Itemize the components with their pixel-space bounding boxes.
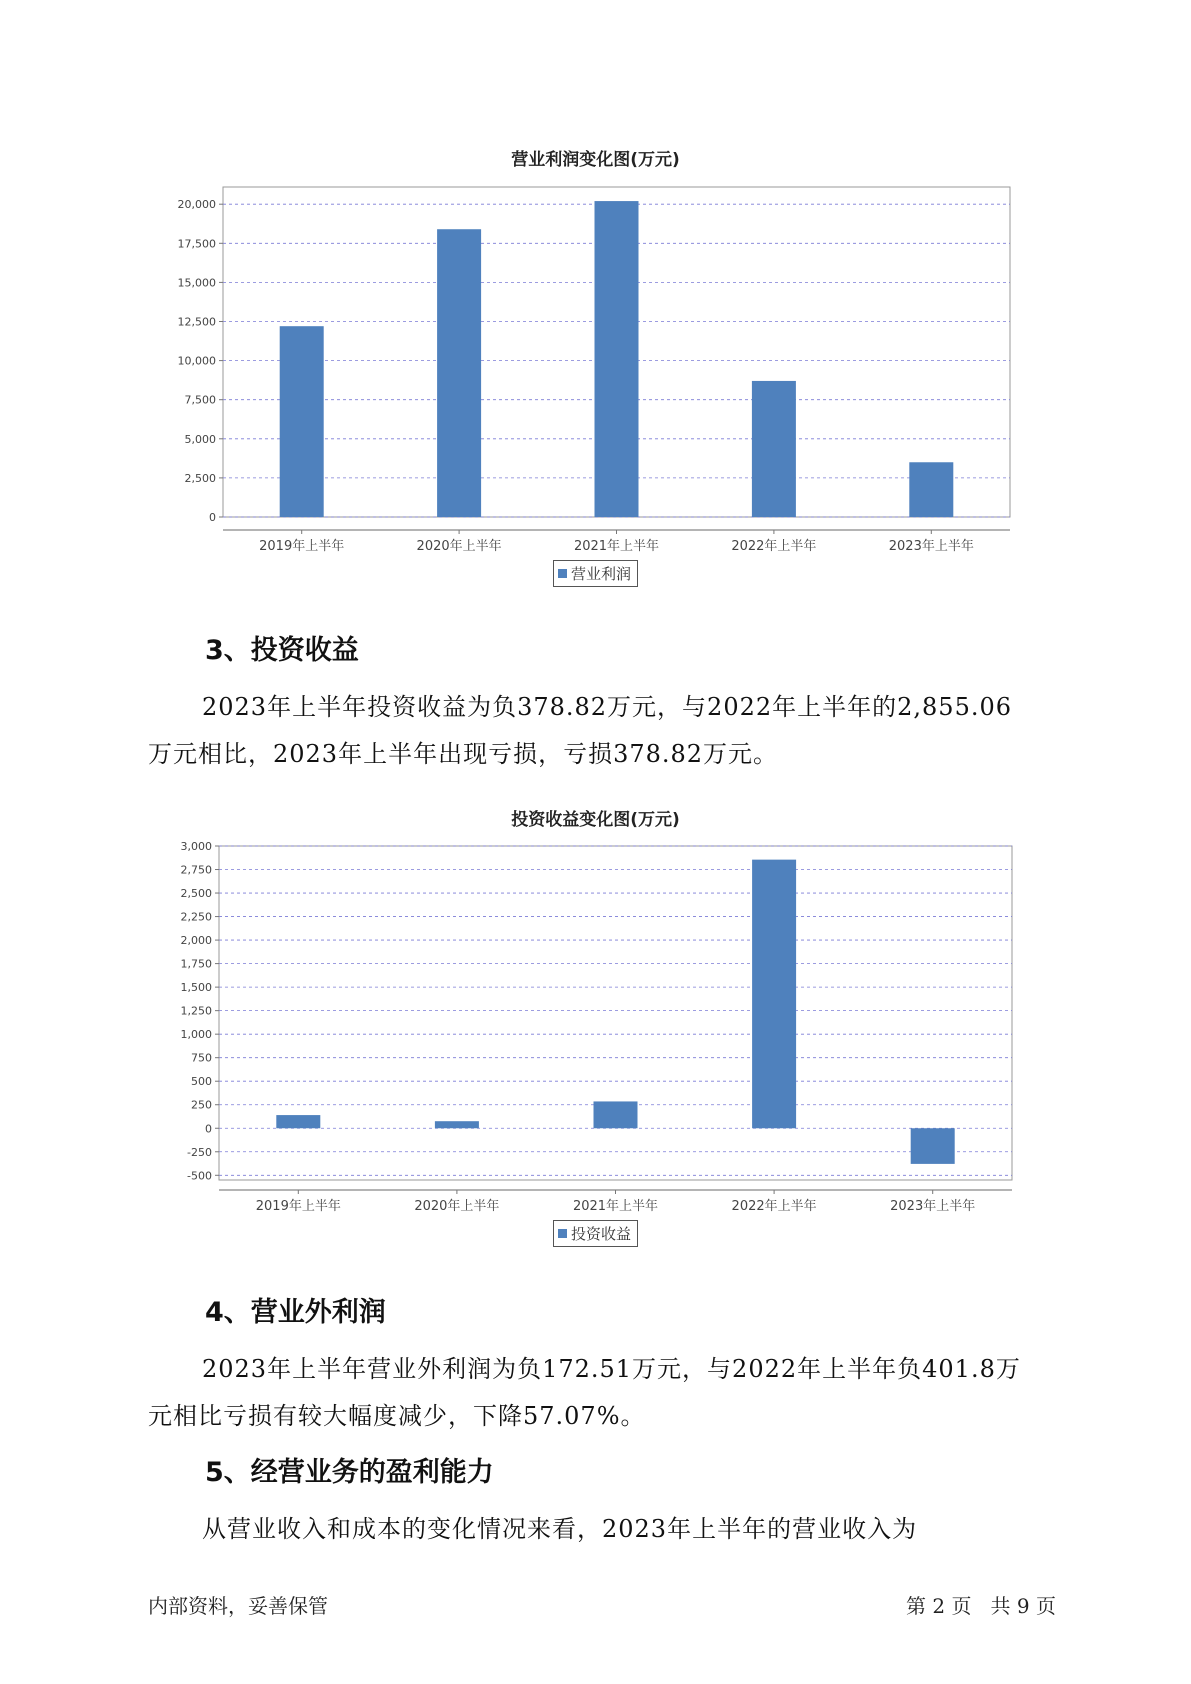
chart1-ytick-label: 7,500 xyxy=(184,393,216,407)
section-heading-investment: 3、投资收益 xyxy=(205,635,359,666)
chart1-xtick-label: 2019年上半年 xyxy=(259,539,345,554)
chart2-ytick-label: 3,000 xyxy=(180,840,212,853)
paragraph-investment-line2: 万元相比，2023年上半年出现亏损，亏损378.82万元。 xyxy=(148,740,779,768)
paragraph-investment-line1: 2023年上半年投资收益为负378.82万元，与2022年上半年的2,855.06 xyxy=(202,693,1013,721)
chart1-xtick-label: 2022年上半年 xyxy=(731,539,817,554)
chart2-ytick-label: 2,250 xyxy=(180,910,212,924)
chart2-ytick-label: 750 xyxy=(191,1051,212,1065)
chart2-plot-frame xyxy=(219,846,1012,1180)
chart2-xtick-label: 2020年上半年 xyxy=(414,1199,500,1214)
chart1-ytick-label: 15,000 xyxy=(177,276,216,290)
chart2-bar xyxy=(911,1128,955,1164)
paragraph-non-operating xyxy=(148,1346,1058,1440)
chart2-legend xyxy=(553,1220,638,1247)
chart1-ytick-label: 10,000 xyxy=(177,354,216,368)
chart2-legend-swatch xyxy=(558,1229,567,1238)
chart2-ytick-label: 0 xyxy=(205,1122,212,1136)
chart1-xtick-label: 2021年上半年 xyxy=(573,539,660,554)
chart1-xtick-label: 2020年上半年 xyxy=(416,539,502,554)
chart2-ytick-label: 2,500 xyxy=(180,887,212,901)
chart2-xtick-label: 2019年上半年 xyxy=(255,1199,341,1214)
chart1-ytick-label: 20,000 xyxy=(177,198,216,212)
chart1-legend-label: 营业利润 xyxy=(571,565,632,583)
paragraph-profitability xyxy=(148,1506,1058,1553)
chart2-ytick-label: -500 xyxy=(187,1169,212,1183)
section-heading-profitability: 5、经营业务的盈利能力 xyxy=(205,1457,494,1488)
chart2-ytick-label: 2,000 xyxy=(180,934,212,948)
chart1-ytick-label: 2,500 xyxy=(184,471,216,485)
chart2-legend-label: 投资收益 xyxy=(571,1225,632,1243)
chart2-bar xyxy=(594,1101,638,1128)
chart2-ytick-label: -250 xyxy=(187,1145,212,1159)
chart1-title: 营业利润变化图(万元) xyxy=(511,150,680,170)
footer-page-number: 第 2 页 共 9 页 xyxy=(906,1594,1056,1618)
footer-confidential: 内部资料，妥善保管 xyxy=(148,1594,328,1618)
chart1-ytick-label: 12,500 xyxy=(177,315,216,329)
chart2-bar xyxy=(276,1115,320,1128)
chart1-ytick-label: 17,500 xyxy=(177,237,216,251)
chart2-ytick-label: 500 xyxy=(191,1075,212,1089)
chart2-ytick-label: 1,000 xyxy=(180,1028,212,1042)
chart2-ytick-label: 1,250 xyxy=(180,1004,212,1018)
chart2-ytick-label: 1,750 xyxy=(180,957,212,971)
chart2-xtick-label: 2023年上半年 xyxy=(890,1199,976,1214)
chart2-xtick-label: 2022年上半年 xyxy=(731,1199,817,1214)
section-heading-non-operating: 4、营业外利润 xyxy=(205,1297,386,1328)
chart2-xtick-label: 2021年上半年 xyxy=(572,1199,659,1214)
chart2-title: 投资收益变化图(万元) xyxy=(511,810,680,830)
chart2-ytick-label: 2,750 xyxy=(180,863,212,877)
chart2-bar xyxy=(435,1121,479,1128)
paragraph-non-operating-line2: 元相比亏损有较大幅度减少，下降57.07%。 xyxy=(148,1402,646,1430)
chart1-xtick-label: 2023年上半年 xyxy=(888,539,974,554)
chart1-ytick-label: 5,000 xyxy=(184,432,216,446)
chart2-ytick-label: 250 xyxy=(191,1098,212,1112)
paragraph-non-operating-line1: 2023年上半年营业外利润为负172.51万元，与2022年上半年负401.8万 xyxy=(202,1355,1021,1383)
chart2-ytick-label: 1,500 xyxy=(180,981,212,995)
chart2-bar xyxy=(752,860,796,1129)
chart1-ytick-label: 0 xyxy=(209,511,216,524)
paragraph-profitability-line1: 从营业收入和成本的变化情况来看，2023年上半年的营业收入为 xyxy=(202,1515,918,1543)
